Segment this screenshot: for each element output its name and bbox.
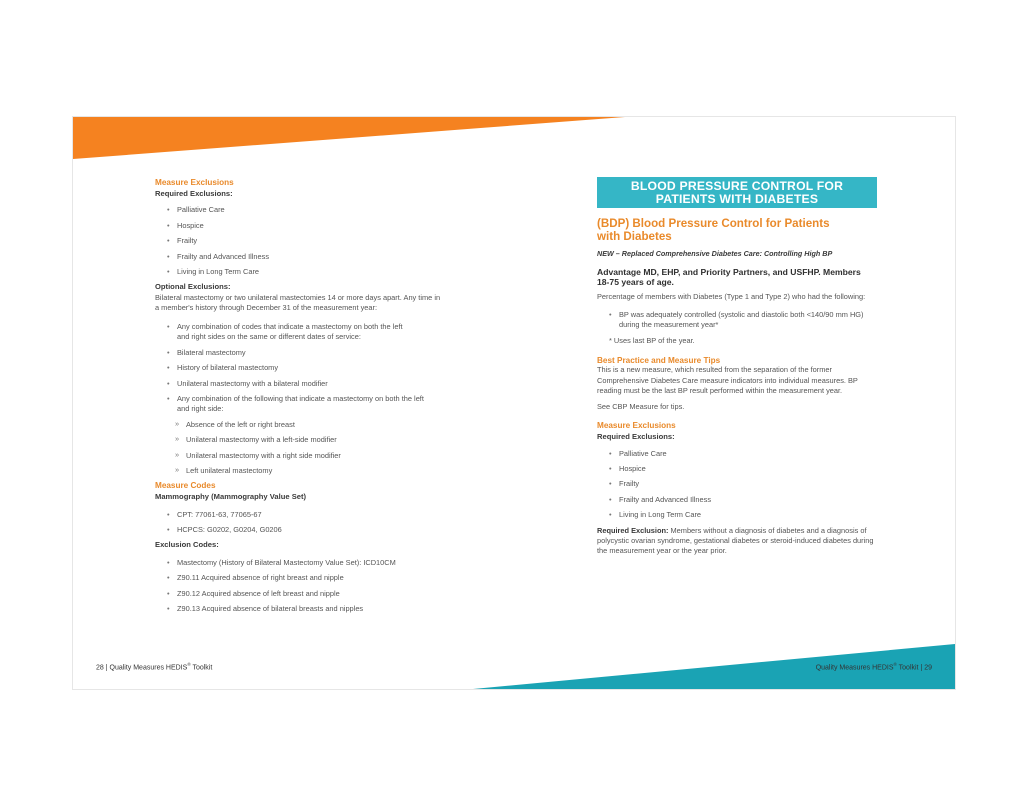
list-item: • Frailty (597, 479, 877, 489)
sub-list-item: » Left unilateral mastectomy (155, 466, 445, 476)
exclusion-codes-list (155, 558, 445, 614)
required-exclusions-label: Required Exclusions: (597, 432, 675, 442)
list-item: • Living in Long Term Care (597, 510, 877, 520)
list-item: • Palliative Care (597, 449, 877, 459)
list-item: • Hospice (597, 464, 877, 474)
measure-subtitle-line2: with Diabetes (597, 229, 672, 243)
optional-exclusions-label: Optional Exclusions: (155, 282, 231, 292)
list-item: • Frailty and Advanced Illness (155, 252, 445, 262)
optional-exclusions-text: Bilateral mastectomy or two unilateral mastectomies 14 or more days apart. Any time in a member's history through December 31 of the measurement year: (155, 292, 441, 313)
list-item: • Living in Long Term Care (155, 267, 445, 277)
measure-exclusions-heading: Measure Exclusions (597, 421, 676, 431)
measure-subtitle-line1: (BDP) Blood Pressure Control for Patients (597, 217, 830, 230)
list-item: • Z90.12 Acquired absence of left breast and nipple (155, 589, 445, 599)
see-cbp-text: See CBP Measure for tips. (597, 402, 685, 412)
required-exclusions-list (155, 205, 445, 277)
right-page-content (597, 177, 877, 556)
list-item: • HCPCS: G0202, G0204, G0206 (155, 525, 445, 535)
measure-exclusions-heading: Measure Exclusions (155, 178, 234, 187)
right-footer-suffix: Toolkit | 29 (896, 664, 932, 672)
required-exclusions-label: Required Exclusions: (155, 188, 233, 198)
right-footer-text: Quality Measures HEDIS (815, 664, 894, 672)
left-page-content (155, 178, 445, 620)
required-exclusion-label: Required Exclusion: (597, 525, 669, 535)
page-title-line2: PATIENTS WITH DIABETES (655, 191, 819, 206)
list-item: • CPT: 77061-63, 77065-67 (155, 510, 445, 520)
best-practice-heading: Best Practice and Measure Tips (597, 355, 721, 365)
list-item: • Z90.13 Acquired absence of bilateral breasts and nipples (155, 604, 445, 614)
list-item: • Unilateral mastectomy with a bilateral modifier (155, 379, 445, 389)
required-exclusions-list (597, 449, 877, 521)
list-item: • Frailty (155, 236, 445, 246)
registered-mark: ® (893, 662, 897, 667)
optional-exclusions-list (155, 322, 445, 414)
measure-subtitle (597, 218, 877, 243)
list-item: • Any combination of the following that indicate a mastectomy on both the left and right side: (155, 394, 445, 414)
page-title-banner (597, 177, 877, 208)
left-footer (96, 662, 212, 671)
eligible-members: Advantage MD, EHP, and Priority Partners, and USFHP. Members 18-75 years of age. (597, 266, 861, 287)
required-exclusion-text: Members without a diagnosis of diabetes and a diagnosis of polycystic ovarian syndrome, gestational diabetes or steroid-induced diabetes during the measurement year or the year prior. (597, 525, 874, 556)
sub-items-list (155, 420, 445, 476)
sub-list-item: » Unilateral mastectomy with a right side modifier (155, 451, 445, 461)
list-item: • Frailty and Advanced Illness (597, 495, 877, 505)
sub-list-item: » Absence of the left or right breast (155, 420, 445, 430)
best-practice-text: This is a new measure, which resulted from the separation of the former Comprehensive Diabetes Care measure indicators into individual measures. BP reading must be the last BP result performed within the measurement year. (597, 365, 858, 395)
left-footer-text: 28 | Quality Measures HEDIS (96, 664, 188, 672)
list-item: • Z90.11 Acquired absence of right breast and nipple (155, 573, 445, 583)
list-item: • Bilateral mastectomy (155, 348, 445, 358)
list-item: • History of bilateral mastectomy (155, 363, 445, 373)
page-spread (72, 116, 956, 690)
page-title-line1: BLOOD PRESSURE CONTROL FOR (630, 178, 844, 193)
left-footer-suffix: Toolkit (190, 664, 213, 672)
registered-mark: ® (187, 662, 191, 667)
list-item: • Palliative Care (155, 205, 445, 215)
footnote: * Uses last BP of the year. (609, 336, 695, 346)
list-item: • Mastectomy (History of Bilateral Mastectomy Value Set): ICD10CM (155, 558, 445, 568)
list-item: • BP was adequately controlled (systolic and diastolic both <140/90 mm HG) during the measurement year* (597, 310, 877, 330)
mammography-codes-list (155, 510, 445, 536)
mammography-label: Mammography (Mammography Value Set) (155, 492, 307, 502)
new-measure-note: NEW – Replaced Comprehensive Diabetes Care: Controlling High BP (597, 249, 833, 258)
list-item: • Hospice (155, 221, 445, 231)
right-footer (816, 662, 932, 671)
sub-list-item: » Unilateral mastectomy with a left-side modifier (155, 435, 445, 445)
percentage-text: Percentage of members with Diabetes (Type 1 and Type 2) who had the following: (597, 291, 866, 301)
list-item: • Any combination of codes that indicate a mastectomy on both the left and right sides on the same or different dates of service: (155, 322, 445, 342)
exclusion-codes-label: Exclusion Codes: (155, 540, 219, 550)
criteria-list (597, 310, 877, 330)
required-exclusion-paragraph (597, 526, 877, 557)
measure-codes-heading: Measure Codes (155, 481, 216, 491)
